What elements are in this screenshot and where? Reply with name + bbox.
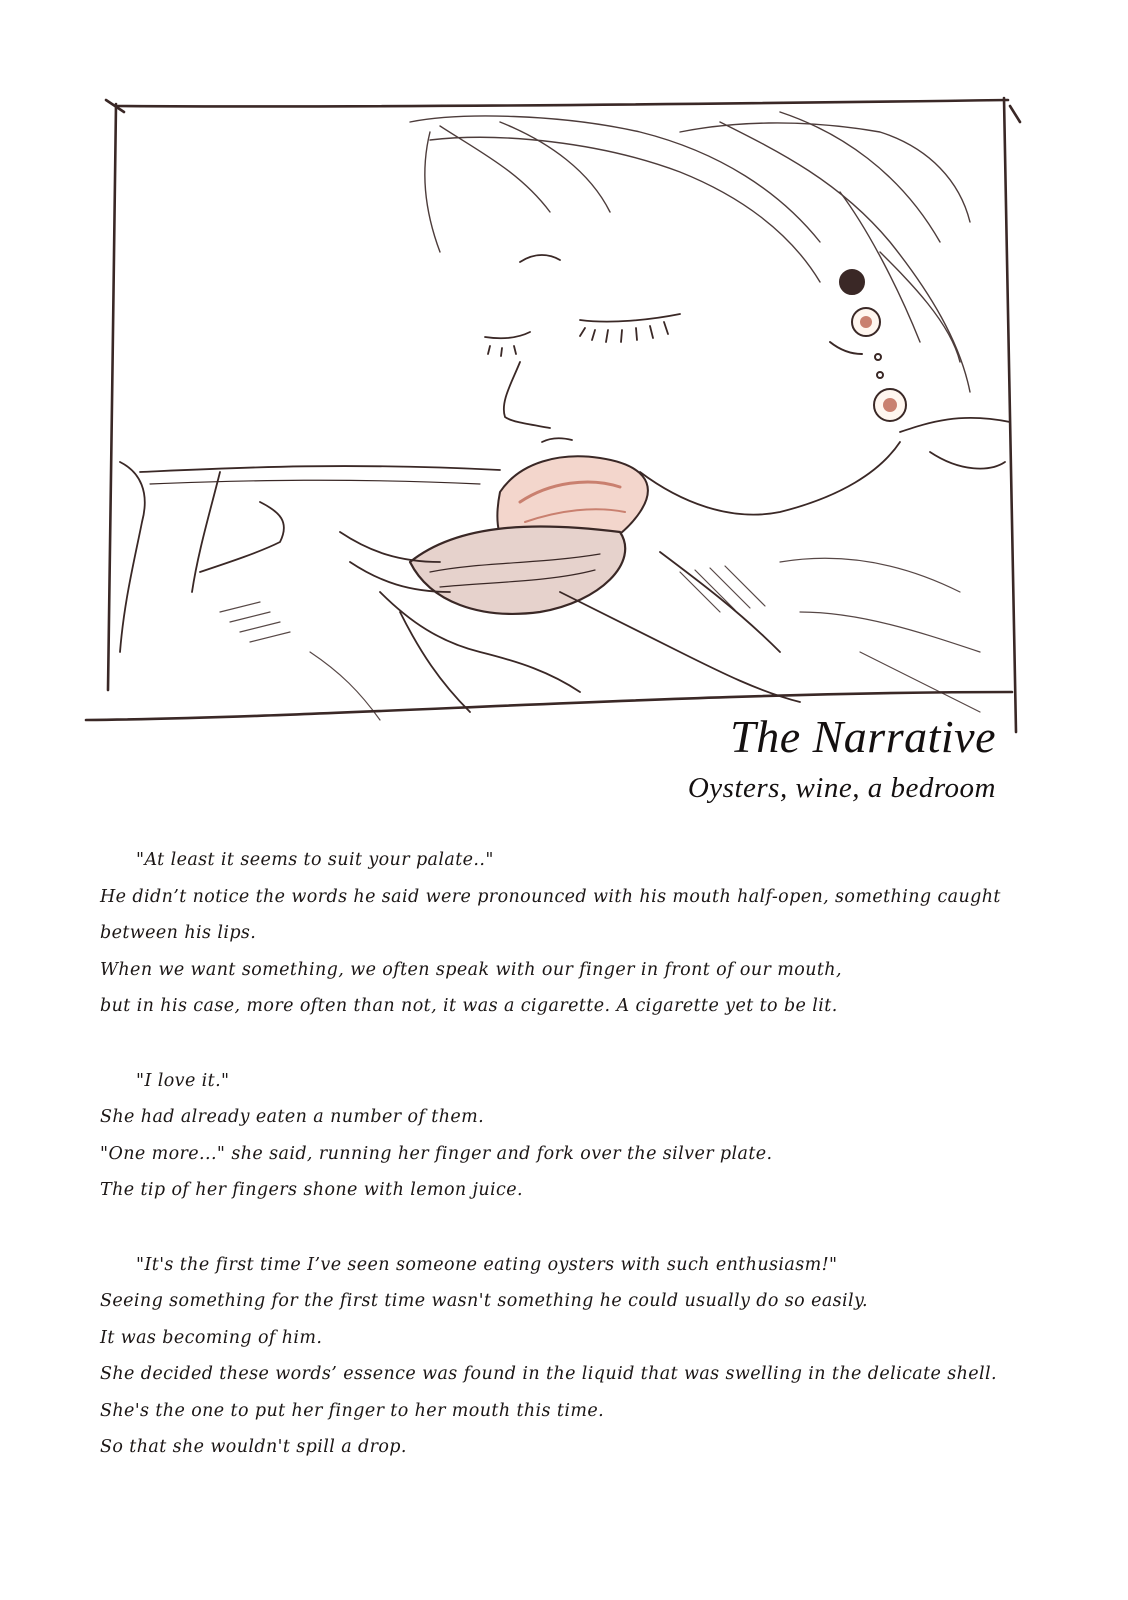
narrative-line: It was becoming of him. <box>100 1327 323 1348</box>
narrative-line: She decided these words’ essence was found in the liquid that was swelling in the delicate shell. <box>100 1364 998 1384</box>
narrative-line: He didn’t notice the words he said were pronounced with his mouth half-open, something caught <box>100 886 1001 907</box>
story-paragraph <box>100 1063 1020 1209</box>
narrative-line: She's the one to put her finger to her mouth this time. <box>100 1400 605 1421</box>
page-title: The Narrative <box>730 711 996 762</box>
story-body <box>100 842 1020 1504</box>
heading-block <box>688 708 996 808</box>
pearl-earrings <box>830 270 906 421</box>
narrative-line: The tip of her fingers shone with lemon juice. <box>100 1180 523 1200</box>
narrative-line: Seeing something for the first time wasn't something he could usually do so easily. <box>100 1291 868 1311</box>
dialogue-line: "It's the first time I’ve seen someone eating oysters with such enthusiasm!" <box>136 1254 838 1275</box>
page-subtitle: Oysters, wine, a bedroom <box>687 772 996 804</box>
narrative-line: "One more..." she said, running her finger and fork over the silver plate. <box>100 1143 773 1164</box>
narrative-line: between his lips. <box>100 923 257 943</box>
hair-strokes <box>410 112 970 392</box>
story-paragraph <box>100 842 1020 1025</box>
oyster-illustration <box>80 92 1040 742</box>
narrative-line: but in his case, more often than not, it was a cigarette. A cigarette yet to be lit. <box>100 996 838 1016</box>
narrative-line: She had already eaten a number of them. <box>100 1107 485 1127</box>
dialogue-line: "At least it seems to suit your palate.." <box>136 850 494 870</box>
narrative-line: So that she wouldn't spill a drop. <box>100 1437 407 1457</box>
oyster-shell <box>140 456 648 614</box>
story-paragraph <box>100 1247 1020 1466</box>
dialogue-line: "I love it." <box>136 1070 230 1091</box>
narrative-line: When we want something, we often speak with our finger in front of our mouth, <box>100 959 842 980</box>
